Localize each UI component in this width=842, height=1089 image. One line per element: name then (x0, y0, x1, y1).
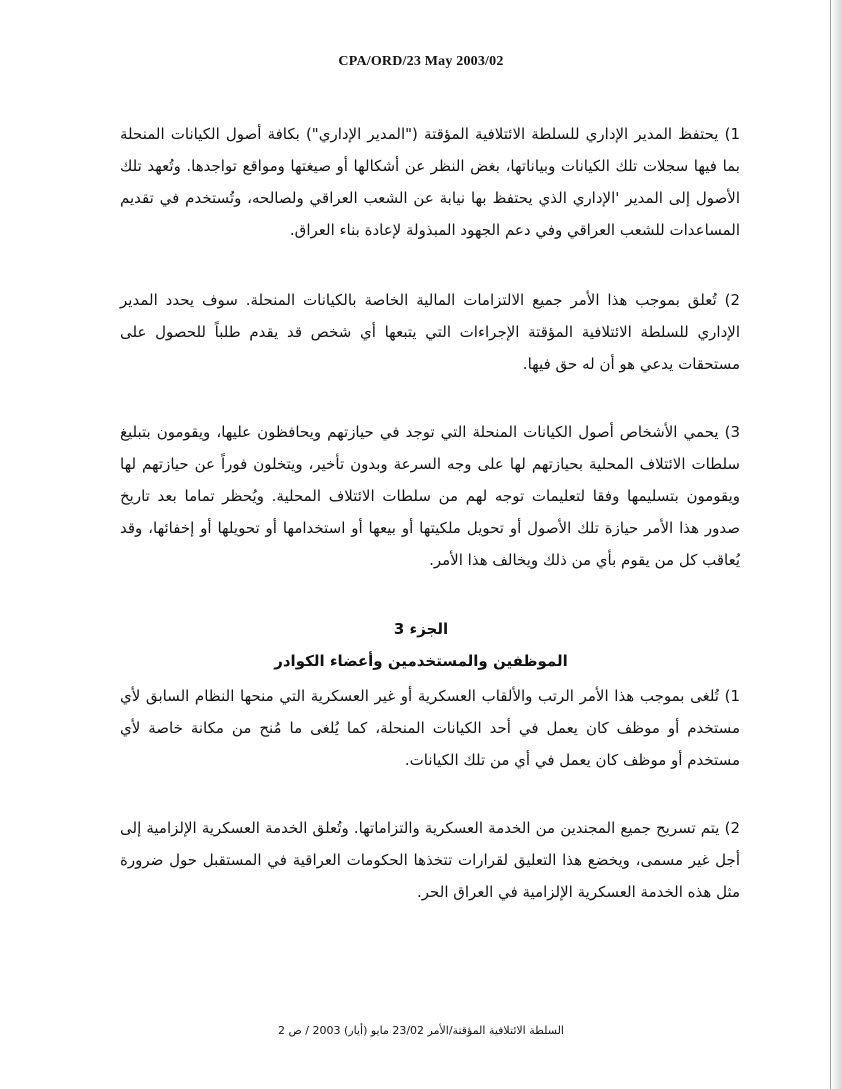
paragraph-part3-1: 1) تُلغى بموجب هذا الأمر الرتب والألقاب العسكرية أو غير العسكرية التي منحها النظام السابق لأي مستخدم أو موظف كان يعمل في أحد الكيانات المنحلة، كما يُلغى ما مُنح من مكانة خاصة لأي مستخدم أو موظف كان يعمل في أي من تلك الكيانات. (120, 687, 740, 769)
paragraph-part3-2: 2) يتم تسريح جميع المجندين من الخدمة العسكرية والتزاماتها. وتُعلق الخدمة العسكرية الإلزامية إلى أجل غير مسمى، ويخضع هذا التعليق لقرارات تتخذها الحكومات العراقية في المستقبل حول ضرورة مثل هذه الخدمة العسكرية الإلزامية في العراق الحر. (120, 819, 740, 901)
part-subtitle: الموظفين والمستخدمين وأعضاء الكوادر (274, 652, 568, 670)
document-reference: CPA/ORD/23 May 2003/02 (338, 54, 504, 69)
page-edge-line (830, 0, 831, 1089)
paragraph-part2-1: 1) يحتفظ المدير الإداري للسلطة الائتلافية المؤقتة ("المدير الإداري") بكافة أصول الكيانات المنحلة بما فيها سجلات تلك الكيانات وبياناتها، بغض النظر عن أشكالها أو صيغتها ومواقع تواجدها. وتُعهد تلك الأصول إلى المدير 'الإداري الذي يحتفظ بها نيابة عن الشعب العراقي ولصالحه، وتُستخدم في تقديم المساعدات للشعب العراقي وفي دعم الجهود المبذولة لإعادة بناء العراق. (120, 125, 740, 239)
page-edge-shadow (830, 0, 842, 1089)
paragraph-part2-3: 3) يحمي الأشخاص أصول الكيانات المنحلة التي توجد في حيازتهم ويحافظون عليها، ويقومون بتبليغ سلطات الائتلاف المحلية بحيازتهم لها على وجه السرعة وبدون تأخير، ويتخلون فوراً عن حيازتهم لها ويقومون بتسليمها وفقا لتعليمات توجه لهم من سلطات الائتلاف المحلية. ويُحظر تماما بعد تاريخ صدور هذا الأمر حيازة تلك الأصول أو تحويل ملكيتها أو بيعها أو استخدامها أو تحويلها أو إخفائها، وقد يُعاقب كل من يقوم بأي من ذلك ويخالف هذا الأمر. (120, 423, 740, 569)
page-footer: السلطة الائتلافية المؤقتة/الأمر 23/02 مايو (أيار) 2003 / ص 2 (278, 1024, 564, 1037)
part-title: الجزء 3 (393, 620, 449, 638)
paragraph-part2-2: 2) تُعلق بموجب هذا الأمر جميع الالتزامات المالية الخاصة بالكيانات المنحلة. سوف يحدد المدير الإداري للسلطة الائتلافية المؤقتة الإجراءات التي يتبعها أي شخص قد يقدم طلباً للحصول على مستحقات يدعي هو أن له حق فيها. (120, 291, 740, 373)
